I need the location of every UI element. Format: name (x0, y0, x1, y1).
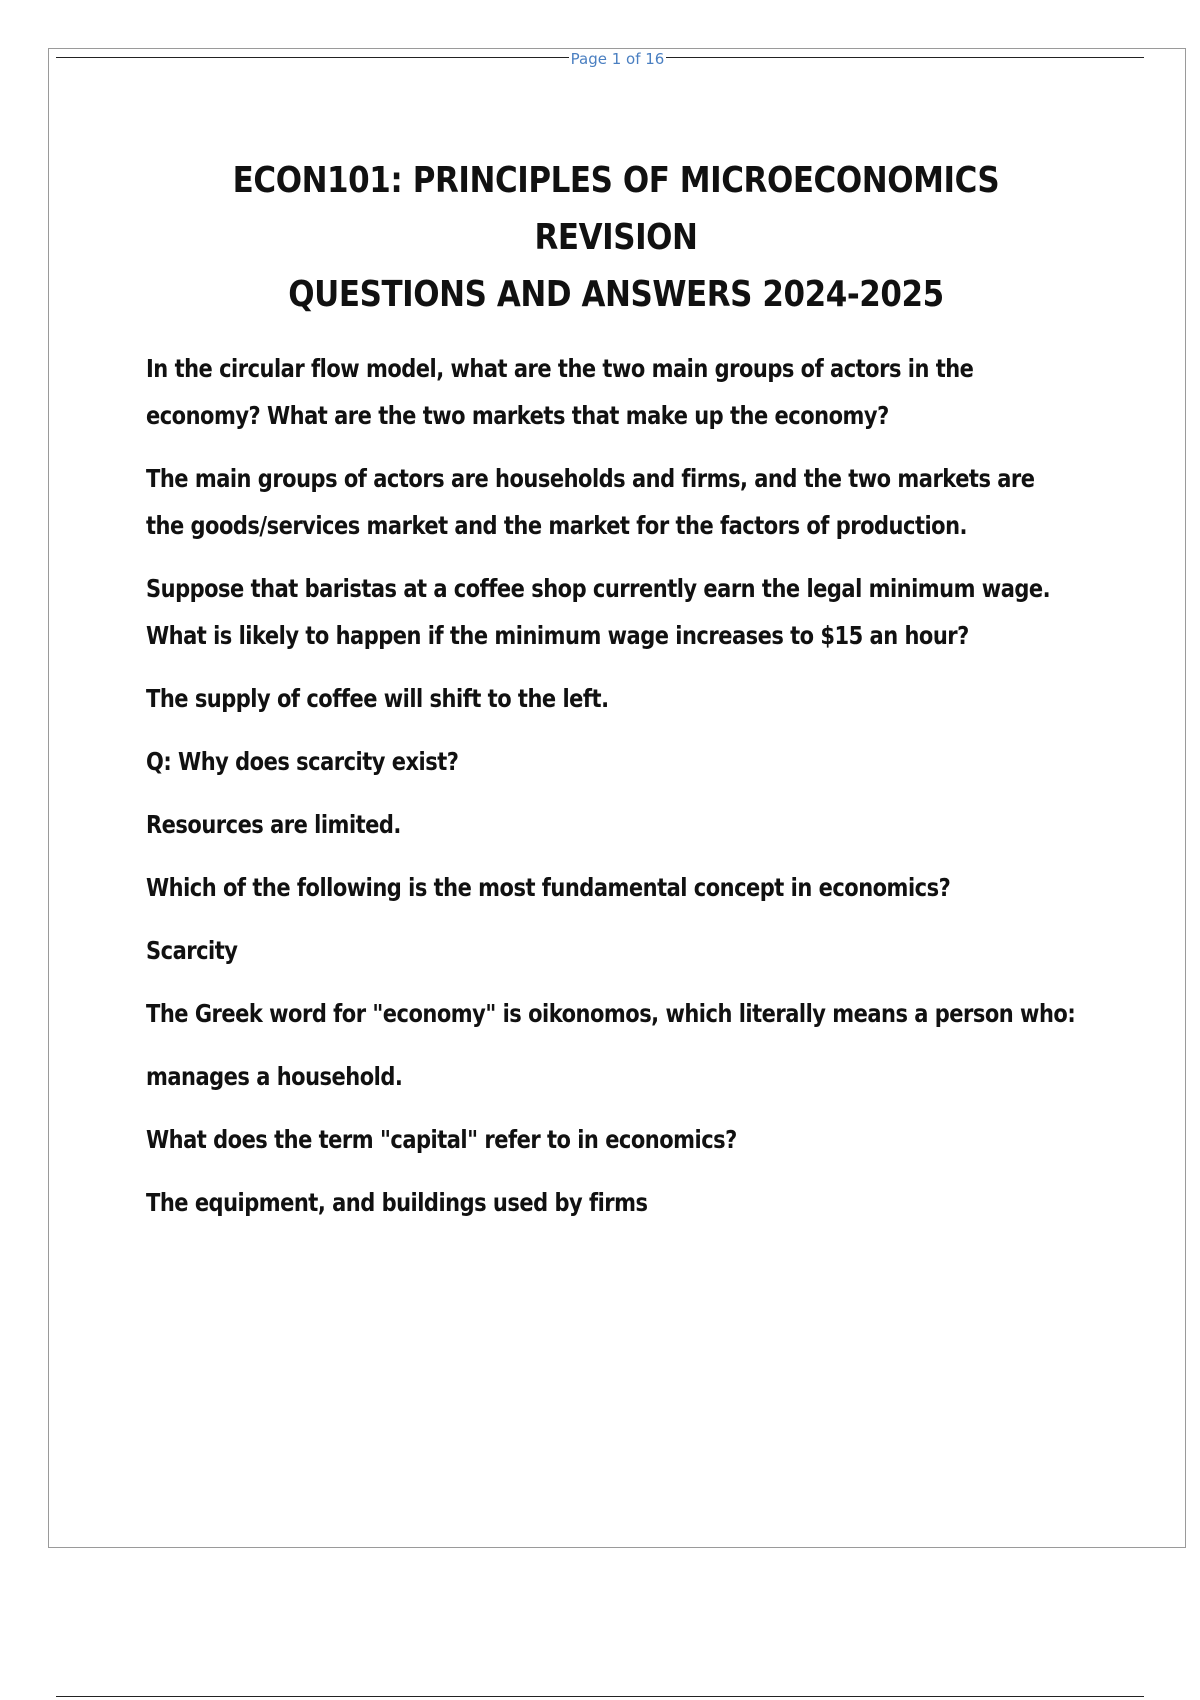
page-number-text: Page 1 of 16 (570, 50, 665, 68)
question-capital: What does the term "capital" refer to in economics? (146, 1125, 737, 1154)
question-fundamental-concept: Which of the following is the most fundamental concept in economics? (146, 873, 951, 902)
answer-minimum-wage: The supply of coffee will shift to the left. (146, 684, 609, 713)
question-scarcity: Q: Why does scarcity exist? (146, 747, 459, 776)
question-greek-word: The Greek word for "economy" is oikonomos, which literally means a person who: (146, 999, 1076, 1028)
answer-scarcity: Resources are limited. (146, 810, 401, 839)
question-minimum-wage: Suppose that baristas at a coffee shop currently earn the legal minimum wage. What is likely to happen if the minimum wage increases to $15 an hour? (146, 574, 1051, 650)
question-circular-flow: In the circular flow model, what are the two main groups of actors in the economy? What are the two markets that make up the economy? (146, 354, 974, 430)
document-title (189, 152, 1042, 323)
page-number (0, 50, 1200, 68)
answer-capital: The equipment, and buildings used by firms (146, 1188, 648, 1217)
answer-greek-word: manages a household. (146, 1062, 403, 1091)
answer-fundamental-concept: Scarcity (146, 936, 238, 965)
title-line-2: QUESTIONS AND ANSWERS 2024-2025 (288, 274, 944, 315)
document-body (146, 345, 1096, 1242)
answer-circular-flow: The main groups of actors are households and firms, and the two markets are the goods/services market and the market for the factors of production. (146, 464, 1035, 540)
title-line-1: ECON101: PRINCIPLES OF MICROECONOMICS REVISION (232, 160, 1000, 258)
footer-rule (56, 1696, 1144, 1697)
